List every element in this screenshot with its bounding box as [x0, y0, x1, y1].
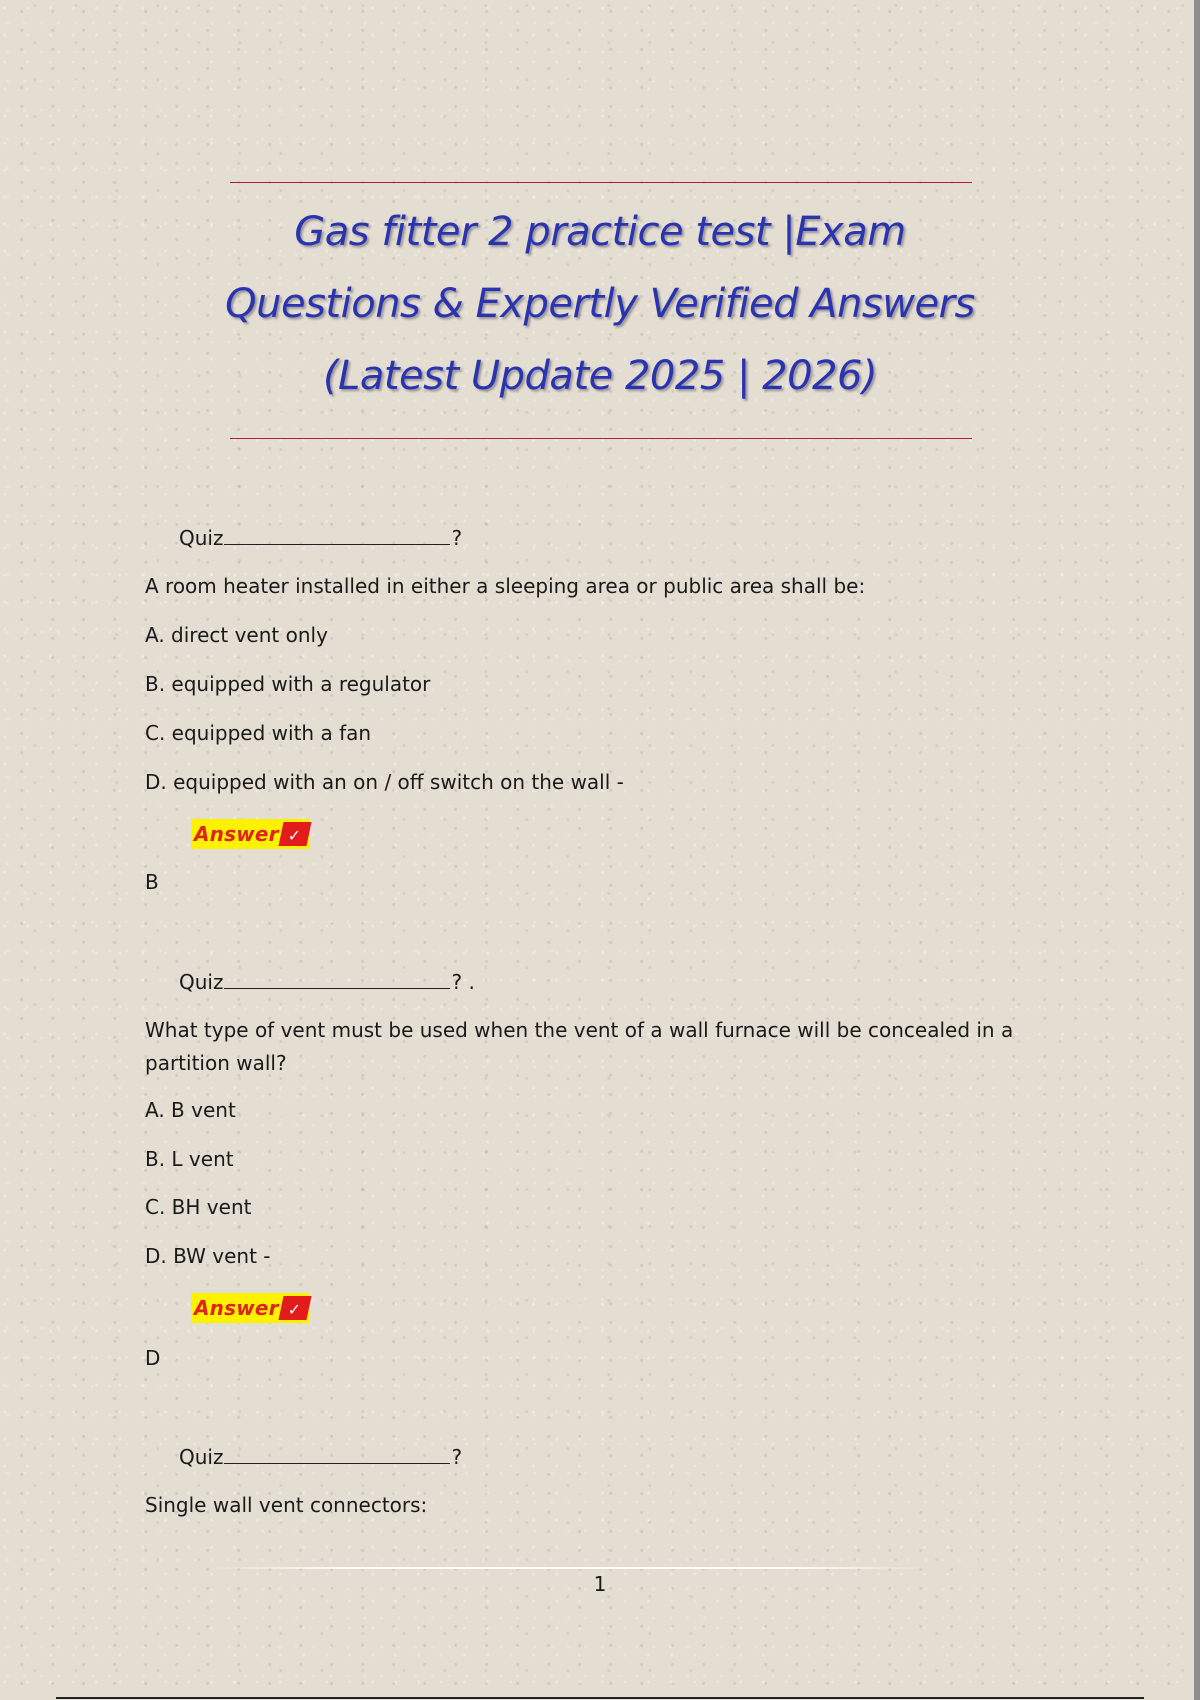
footer-rule [210, 1567, 930, 1569]
quiz-suffix: ? . [451, 970, 475, 994]
title-bottom-rule [230, 438, 972, 439]
option-d: D. equipped with an on / off switch on the wall - [145, 770, 624, 794]
answer-value: D [145, 1346, 161, 1370]
quiz-suffix: ? [451, 1445, 463, 1469]
question-text: Single wall vent connectors: [145, 1493, 428, 1517]
quiz-heading [179, 1444, 462, 1470]
option-b: B. equipped with a regulator [145, 672, 431, 696]
quiz-blank [224, 970, 450, 989]
option-a: A. direct vent only [145, 623, 328, 647]
quiz-blank [224, 526, 450, 545]
page-edge [1194, 0, 1200, 1700]
answer-badge [191, 1293, 309, 1323]
quiz-label: Quiz [179, 970, 224, 994]
quiz-label: Quiz [179, 1445, 224, 1469]
answer-badge [191, 819, 309, 849]
option-d: D. BW vent - [145, 1244, 271, 1268]
title-top-rule [230, 182, 972, 183]
answer-value: B [145, 870, 159, 894]
option-b: B. L vent [145, 1147, 234, 1171]
quiz-heading [179, 969, 475, 995]
answer-label: Answer [194, 822, 279, 846]
option-a: A. B vent [145, 1098, 236, 1122]
quiz-blank [224, 1445, 450, 1464]
question-text: What type of vent must be used when the vent of a wall furnace will be concealed in a partition wall? [145, 1018, 1014, 1075]
option-c: C. BH vent [145, 1195, 252, 1219]
quiz-suffix: ? [451, 526, 463, 550]
document-title [200, 196, 1000, 412]
quiz-label: Quiz [179, 526, 224, 550]
checkmark-icon: ✓ [278, 822, 311, 846]
page-bottom-rule [56, 1697, 1144, 1699]
option-c: C. equipped with a fan [145, 721, 372, 745]
title-line-2: Questions & Expertly Verified Answers [225, 281, 975, 327]
answer-label: Answer [194, 1296, 279, 1320]
title-line-3: (Latest Update 2025 | 2026) [322, 353, 878, 399]
title-line-1: Gas fitter 2 practice test |Exam [294, 209, 906, 255]
question-text: A room heater installed in either a sleeping area or public area shall be: [145, 574, 866, 598]
quiz-heading [179, 525, 462, 551]
page-number: 1 [593, 1572, 607, 1596]
checkmark-icon: ✓ [278, 1296, 311, 1320]
